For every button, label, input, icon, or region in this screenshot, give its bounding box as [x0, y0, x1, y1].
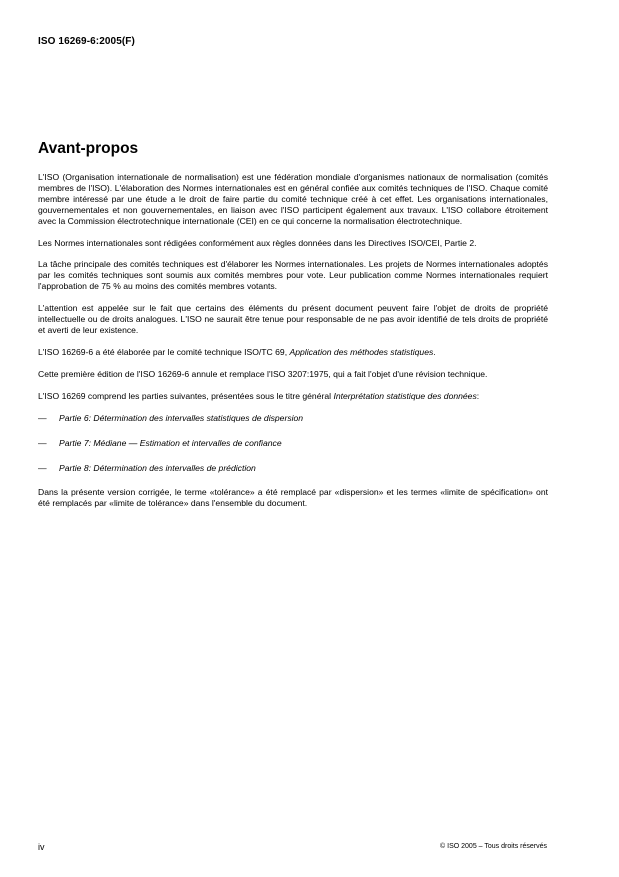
parts-intro-text: L'ISO 16269 comprend les parties suivantes, présentées sous le titre général — [38, 391, 334, 401]
paragraph-patent-rights: L'attention est appelée sur le fait que certains des éléments du présent document peuvent faire l'objet de droits de propriété intellectuelle ou de droits analogues. L'ISO ne saurait être tenue pour responsable de ne pas avoir identifié de tels droits de propriété et averti de leur existence. — [38, 303, 548, 335]
paragraph-prepared-by — [38, 347, 548, 358]
paragraph-technical-committees: La tâche principale des comités techniques est d'élaborer les Normes internationales. Les projets de Normes internationales adoptés par les comités techniques sont soumis aux comités membres pour vote. Leur publication comme Normes internationales requiert l'approbation de 75 % au moins des comités membres votants. — [38, 259, 548, 291]
paragraph-corrected-version: Dans la présente version corrigée, le terme «tolérance» a été remplacé par «dispersion» et les termes «limite de spécification» ont été remplacés par «limite de tolérance» dans l'ensemble du document. — [38, 487, 548, 508]
list-dash: — — [38, 463, 47, 473]
list-item — [38, 413, 548, 424]
list-item-text: Partie 8: Détermination des intervalles de prédiction — [59, 463, 256, 473]
paragraph-iso-organisation: L'ISO (Organisation internationale de normalisation) est une fédération mondiale d'organismes nationaux de normalisation (comités membres de l'ISO). L'élaboration des Normes internationales est en général confiée aux comités techniques de l'ISO. Chaque comité membre intéressé par une étude a le droit de faire partie du comité technique créé à cet effet. Les organisations internationales, gouvernementales et non gouvernementales, en liaison avec l'ISO participent également aux travaux. L'ISO collabore étroitement avec la Commission électrotechnique internationale (CEI) en ce qui concerne la normalisation électrotechnique. — [38, 172, 548, 226]
parts-list — [38, 413, 548, 474]
list-item — [38, 438, 548, 449]
foreword-body — [38, 172, 548, 520]
list-item-text: Partie 6: Détermination des intervalles statistiques de dispersion — [59, 413, 304, 423]
list-item-text: Partie 7: Médiane — Estimation et intervalles de confiance — [59, 438, 282, 448]
document-id-header: ISO 16269-6:2005(F) — [38, 36, 135, 47]
copyright-notice: © ISO 2005 – Tous droits réservés — [440, 843, 547, 850]
paragraph-parts-intro — [38, 391, 548, 402]
committee-title: Application des méthodes statistiques — [289, 347, 434, 357]
list-dash: — — [38, 413, 47, 423]
page-number: iv — [38, 842, 45, 852]
parts-intro-end: : — [476, 391, 480, 401]
prepared-by-end: . — [433, 347, 436, 357]
list-dash: — — [38, 438, 47, 448]
paragraph-edition: Cette première édition de l'ISO 16269-6 annule et remplace l'ISO 3207:1975, qui a fait l'objet d'une révision technique. — [38, 369, 488, 379]
list-item — [38, 463, 548, 474]
series-title: Interprétation statistique des données — [333, 391, 477, 401]
page-title: Avant-propos — [38, 140, 139, 157]
prepared-by-text: L'ISO 16269-6 a été élaborée par le comité technique ISO/TC 69, — [38, 347, 290, 357]
paragraph-directives: Les Normes internationales sont rédigées conformément aux règles données dans les Directives ISO/CEI, Partie 2. — [38, 238, 477, 248]
